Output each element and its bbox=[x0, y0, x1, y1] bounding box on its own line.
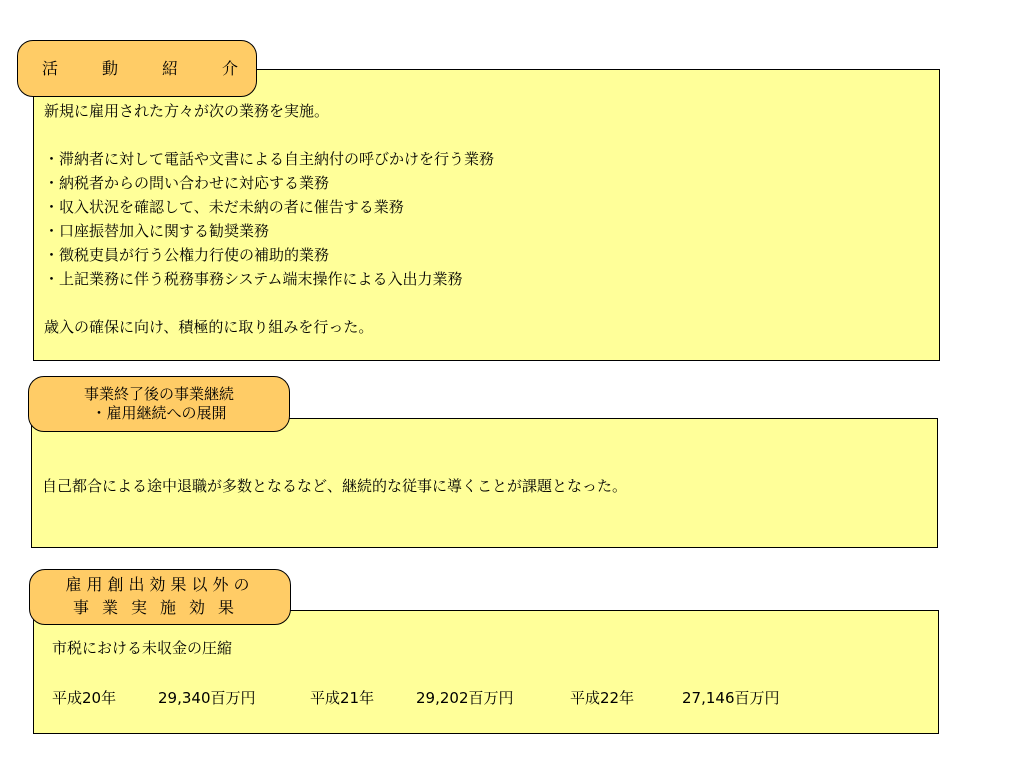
task-item: ・収入状況を確認して、未だ未納の者に催告する業務 bbox=[44, 198, 404, 216]
continuation-box bbox=[31, 418, 938, 548]
year-amount: 29,340百万円 bbox=[158, 689, 256, 707]
effects-heading: 市税における未収金の圧縮 bbox=[52, 639, 233, 657]
tab-char: 動 bbox=[101, 59, 118, 78]
task-item: ・滞納者に対して電話や文書による自主納付の呼びかけを行う業務 bbox=[44, 150, 495, 168]
tab-line: ・雇用継続への展開 bbox=[91, 404, 227, 422]
other-effects-tab bbox=[29, 569, 291, 625]
summary-line: 歳入の確保に向け、積極的に取り組みを行った。 bbox=[44, 318, 374, 336]
year-label: 平成20年 bbox=[52, 689, 117, 707]
task-item: ・上記業務に伴う税務事務システム端末操作による入出力業務 bbox=[44, 270, 463, 288]
tab-line: 事業終了後の事業継続 bbox=[83, 385, 234, 403]
tab-line: 事業実施効果 bbox=[72, 598, 247, 617]
other-effects-box bbox=[33, 610, 939, 734]
task-item: ・納税者からの問い合わせに対応する業務 bbox=[44, 174, 330, 192]
continuation-text: 自己都合による途中退職が多数となるなど、継続的な従事に導くことが課題となった。 bbox=[42, 477, 628, 495]
tab-char: 紹 bbox=[161, 59, 178, 78]
tab-line: 雇用創出効果以外の bbox=[65, 575, 255, 594]
year-amount: 29,202百万円 bbox=[416, 689, 514, 707]
intro-line: 新規に雇用された方々が次の業務を実施。 bbox=[44, 102, 330, 120]
activity-introduction-tab bbox=[17, 40, 257, 97]
continuation-tab bbox=[28, 376, 290, 432]
task-item: ・口座振替加入に関する勧奨業務 bbox=[44, 222, 270, 240]
tab-char: 活 bbox=[42, 59, 59, 78]
tab-char: 介 bbox=[221, 59, 238, 78]
task-item: ・徴税吏員が行う公権力行使の補助的業務 bbox=[44, 246, 330, 264]
year-amount: 27,146百万円 bbox=[682, 689, 780, 707]
year-label: 平成21年 bbox=[310, 689, 375, 707]
activity-introduction-box bbox=[33, 69, 940, 361]
year-label: 平成22年 bbox=[570, 689, 635, 707]
